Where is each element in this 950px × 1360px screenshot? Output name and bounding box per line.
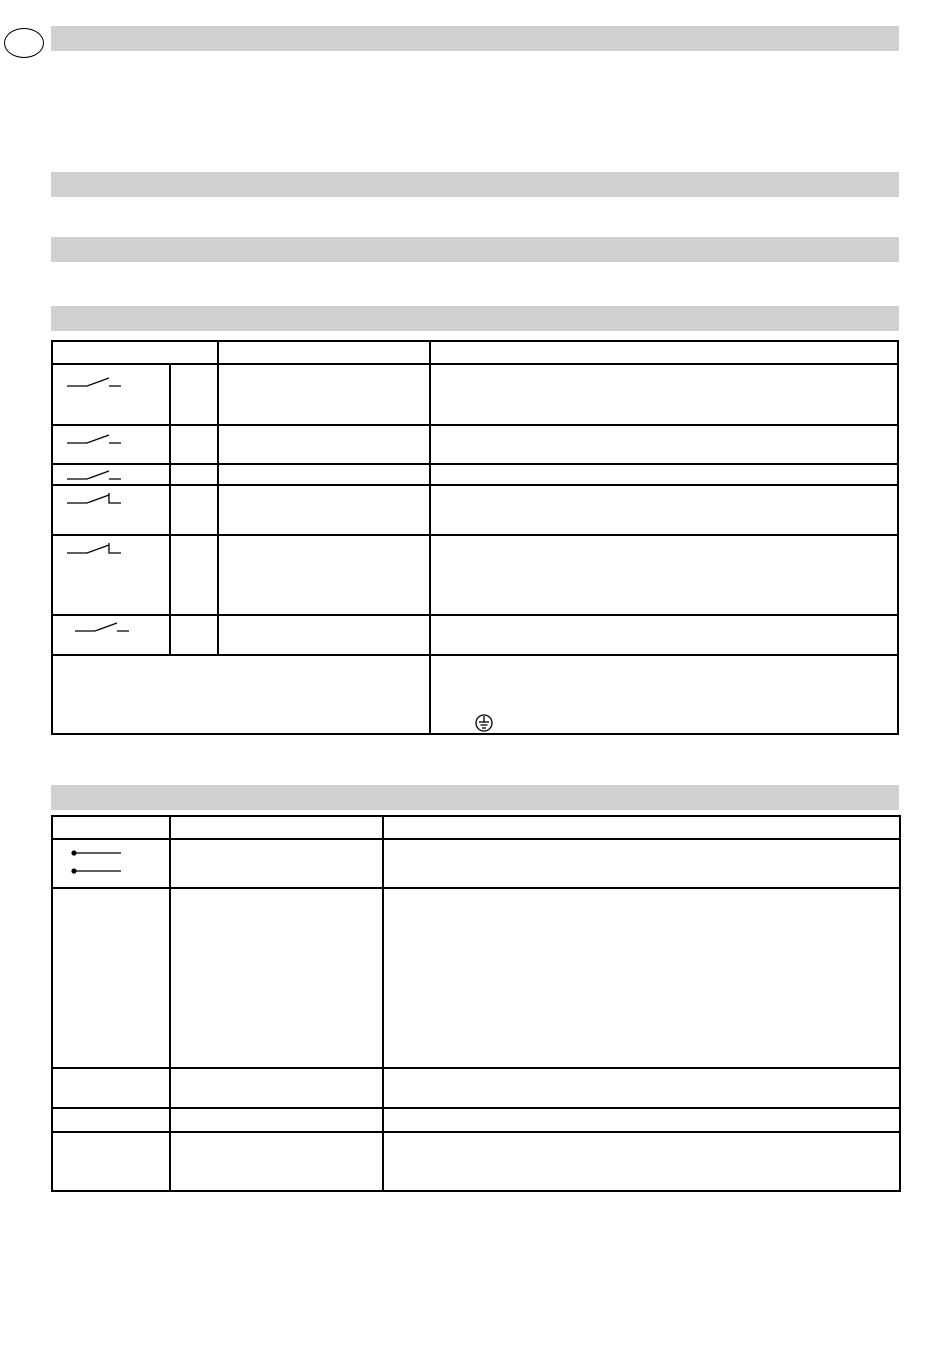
terminal-pair-icon [71,848,127,876]
switch-changeover-icon [67,541,123,555]
connection-table-header-col3 [388,819,888,837]
language-badge [4,28,44,58]
table-row [53,890,899,1067]
connection-table-header-col2 [175,819,375,837]
protective-earth-icon [475,714,493,732]
switch-open-icon [75,621,131,633]
switch-table-header-description [435,344,885,362]
switch-table-header-name [223,344,423,362]
switch-open-icon [67,469,123,481]
table-row-footer [53,657,897,733]
table-row [53,537,897,614]
section-bar-1 [51,26,899,51]
table-row [53,1134,899,1190]
switch-table-header-symbol [57,344,207,362]
connection-table-header-col1 [57,819,162,837]
section-bar-4 [51,306,899,331]
switch-symbol-table [51,340,899,735]
table-row [53,1110,899,1131]
section-bar-2 [51,172,899,197]
table-row [53,1070,899,1107]
switch-changeover-icon [67,491,123,505]
table-row [53,487,897,534]
table-row [53,366,897,424]
table-row [53,841,899,887]
section-bar-3 [51,237,899,262]
switch-open-icon [67,376,123,388]
table-row [53,617,897,654]
table-row [53,466,897,484]
table-row [53,427,897,463]
section-bar-5 [51,785,899,810]
connection-table [51,815,901,1192]
switch-open-icon [67,433,123,445]
